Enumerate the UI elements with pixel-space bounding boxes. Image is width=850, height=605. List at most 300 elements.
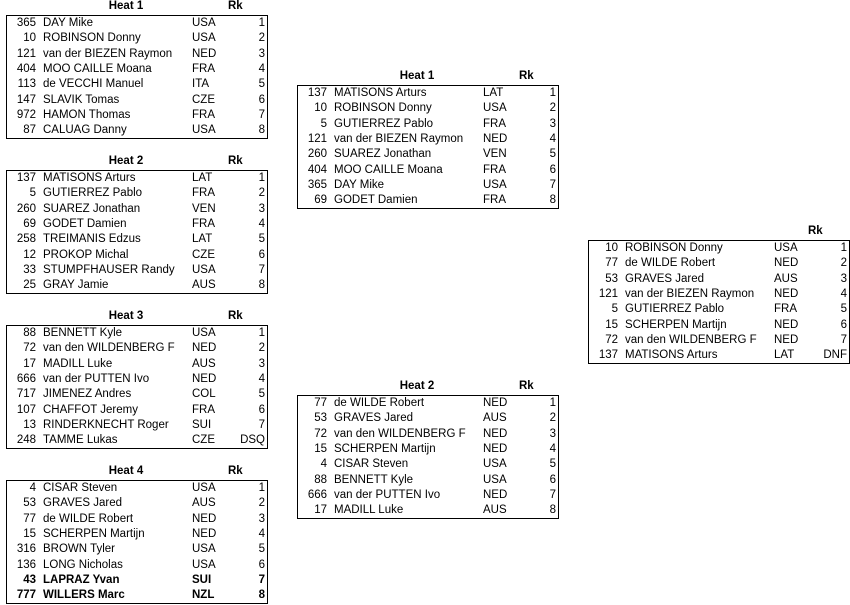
rider-name: MATISONS Arturs <box>334 87 427 100</box>
round2-heat1 <box>297 70 559 209</box>
rank-value: 6 <box>258 248 265 261</box>
bib-number: 13 <box>23 418 36 431</box>
country-code: NED <box>774 257 799 270</box>
rider-name: CALUAG Danny <box>43 124 127 137</box>
result-row <box>7 92 268 107</box>
rider-name: MADILL Luke <box>43 357 113 370</box>
country-code: LAT <box>483 87 504 100</box>
bib-number: 107 <box>16 403 36 416</box>
bib-number: 72 <box>605 333 618 346</box>
country-code: AUS <box>483 504 507 517</box>
rank-value: 8 <box>258 279 265 292</box>
rank-value: 2 <box>258 342 265 355</box>
bib-number: 15 <box>23 528 36 541</box>
rank-value: 1 <box>258 482 265 495</box>
result-row <box>7 77 268 92</box>
rider-name: BENNETT Kyle <box>43 327 123 340</box>
bib-number: 17 <box>23 357 36 370</box>
country-code: USA <box>192 32 216 45</box>
rank-value: 3 <box>549 117 556 130</box>
rank-value: 5 <box>258 78 265 91</box>
rank-value: 6 <box>258 93 265 106</box>
rank-value: 5 <box>840 303 847 316</box>
result-row <box>7 481 268 497</box>
heat-header <box>6 465 268 480</box>
rider-name: CHAFFOT Jeremy <box>43 403 138 416</box>
result-row <box>7 123 268 139</box>
bib-number: 121 <box>16 47 36 60</box>
rank-value: 7 <box>549 488 556 501</box>
country-code: USA <box>192 327 216 340</box>
rank-header: Rk <box>519 70 534 82</box>
rank-value: 6 <box>549 163 556 176</box>
rank-value: 6 <box>258 558 265 571</box>
result-row <box>7 542 268 557</box>
bib-number: 69 <box>314 194 327 207</box>
rank-value: 4 <box>258 373 265 386</box>
heat-header <box>6 0 268 15</box>
result-row <box>7 387 268 402</box>
rank-value: 3 <box>258 202 265 215</box>
rider-name: SCHERPEN Martijn <box>334 443 436 456</box>
country-code: SUI <box>192 573 212 586</box>
result-row <box>298 503 559 519</box>
bib-number: 88 <box>314 473 327 486</box>
country-code: NZL <box>192 589 215 602</box>
country-code: USA <box>192 558 216 571</box>
rank-value: DNF <box>823 349 847 362</box>
country-code: USA <box>192 482 216 495</box>
country-code: FRA <box>192 187 215 200</box>
rider-name: van den WILDENBERG F <box>625 333 757 346</box>
rank-value: 7 <box>840 333 847 346</box>
bib-number: 316 <box>16 543 36 556</box>
country-code: NED <box>192 373 217 386</box>
bib-number: 365 <box>307 178 327 191</box>
bib-number: 69 <box>23 218 36 231</box>
rider-name: van der BIEZEN Raymon <box>43 47 173 60</box>
rank-value: 8 <box>258 124 265 137</box>
bib-number: 666 <box>16 373 36 386</box>
bib-number: 137 <box>598 349 618 362</box>
heat-header <box>297 380 559 395</box>
result-row <box>298 86 559 102</box>
heat-title: Heat 2 <box>108 155 144 167</box>
bib-number: 53 <box>23 497 36 510</box>
bib-number: 260 <box>307 148 327 161</box>
result-row <box>298 147 559 162</box>
bib-number: 10 <box>314 102 327 115</box>
rider-name: van der BIEZEN Raymon <box>625 288 755 301</box>
result-row <box>7 217 268 232</box>
rider-name: GODET Damien <box>334 194 418 207</box>
rank-value: 6 <box>258 403 265 416</box>
country-code: CZE <box>192 434 215 447</box>
rank-value: 5 <box>258 388 265 401</box>
bib-number: 5 <box>320 117 327 130</box>
result-row <box>298 117 559 132</box>
rider-name: HAMON Thomas <box>43 108 131 121</box>
country-code: LAT <box>192 172 213 185</box>
bib-number: 87 <box>23 124 36 137</box>
rank-value: 7 <box>258 108 265 121</box>
result-row <box>7 232 268 247</box>
country-code: FRA <box>192 218 215 231</box>
rank-header: Rk <box>228 310 243 322</box>
result-row <box>7 326 268 342</box>
rider-name: van den WILDENBERG F <box>43 342 175 355</box>
country-code: USA <box>192 543 216 556</box>
result-row <box>589 317 850 332</box>
country-code: NED <box>483 427 508 440</box>
final <box>588 225 850 364</box>
rider-name: de WILDE Robert <box>625 257 716 270</box>
country-code: FRA <box>483 163 506 176</box>
result-row <box>7 496 268 511</box>
country-code: USA <box>192 17 216 30</box>
bib-number: 4 <box>320 458 327 471</box>
bib-number: 137 <box>16 172 36 185</box>
result-row <box>7 588 268 604</box>
result-row <box>298 193 559 209</box>
country-code: USA <box>483 178 507 191</box>
bib-number: 666 <box>307 488 327 501</box>
rank-value: 4 <box>258 63 265 76</box>
rider-name: DAY Mike <box>334 178 385 191</box>
country-code: AUS <box>483 412 507 425</box>
rank-value: 8 <box>258 589 265 602</box>
heat-table <box>6 325 268 449</box>
rider-name: GUTIERREZ Pablo <box>43 187 143 200</box>
rider-name: LAPRAZ Yvan <box>43 573 120 586</box>
country-code: USA <box>192 124 216 137</box>
country-code: AUS <box>192 279 216 292</box>
rider-name: BENNETT Kyle <box>334 473 414 486</box>
result-row <box>7 171 268 187</box>
country-code: FRA <box>483 117 506 130</box>
result-row <box>7 372 268 387</box>
country-code: ITA <box>192 78 210 91</box>
result-row <box>298 132 559 147</box>
rank-value: 2 <box>258 32 265 45</box>
rider-name: CISAR Steven <box>43 482 118 495</box>
result-row <box>7 557 268 572</box>
bib-number: 5 <box>611 303 618 316</box>
country-code: LAT <box>774 349 795 362</box>
rank-value: 7 <box>549 178 556 191</box>
heat-header <box>6 310 268 325</box>
rank-value: 3 <box>258 357 265 370</box>
round2-heat2 <box>297 380 559 519</box>
rider-name: GUTIERREZ Pablo <box>334 117 434 130</box>
bib-number: 147 <box>16 93 36 106</box>
result-row <box>589 287 850 302</box>
rank-value: 4 <box>549 443 556 456</box>
rider-name: MOO CAILLE Moana <box>43 63 152 76</box>
bib-number: 15 <box>605 318 618 331</box>
rank-header: Rk <box>519 380 534 392</box>
result-row <box>298 488 559 503</box>
bib-number: 10 <box>23 32 36 45</box>
rank-value: 7 <box>258 263 265 276</box>
rider-name: ROBINSON Donny <box>43 32 141 45</box>
result-row <box>298 457 559 472</box>
result-row <box>7 16 268 32</box>
bib-number: 137 <box>307 87 327 100</box>
country-code: NED <box>483 133 508 146</box>
rank-value: 8 <box>549 504 556 517</box>
rank-value: 2 <box>549 102 556 115</box>
rank-header: Rk <box>228 465 243 477</box>
bib-number: 43 <box>23 573 36 586</box>
bib-number: 72 <box>314 427 327 440</box>
bib-number: 15 <box>314 443 327 456</box>
bib-number: 77 <box>23 512 36 525</box>
rider-name: ROBINSON Donny <box>625 242 723 255</box>
heat-table <box>6 15 268 139</box>
country-code: USA <box>483 102 507 115</box>
rider-name: SCHERPEN Martijn <box>625 318 727 331</box>
bib-number: 5 <box>29 187 36 200</box>
rank-value: 1 <box>549 397 556 410</box>
heat-table <box>6 480 268 604</box>
rider-name: van der PUTTEN Ivo <box>334 488 441 501</box>
rider-name: SCHERPEN Martijn <box>43 528 145 541</box>
bib-number: 53 <box>314 412 327 425</box>
rider-name: GRAVES Jared <box>334 412 414 425</box>
bib-number: 33 <box>23 263 36 276</box>
rank-value: 2 <box>549 412 556 425</box>
result-row <box>7 402 268 417</box>
result-row <box>7 31 268 46</box>
bib-number: 17 <box>314 504 327 517</box>
rider-name: MATISONS Arturs <box>625 349 718 362</box>
result-row <box>298 178 559 193</box>
country-code: FRA <box>774 303 797 316</box>
rank-value: 5 <box>258 233 265 246</box>
bib-number: 4 <box>29 482 36 495</box>
bib-number: 258 <box>16 233 36 246</box>
result-row <box>7 341 268 356</box>
country-code: VEN <box>192 202 216 215</box>
heat-header <box>588 225 850 240</box>
heat-title: Heat 2 <box>399 380 435 392</box>
result-row <box>589 241 850 257</box>
bib-number: 77 <box>605 257 618 270</box>
rider-name: PROKOP Michal <box>43 248 129 261</box>
rider-name: STUMPFHAUSER Randy <box>43 263 175 276</box>
country-code: NED <box>774 288 799 301</box>
rank-header: Rk <box>228 155 243 167</box>
rank-value: 6 <box>840 318 847 331</box>
rank-value: 2 <box>258 187 265 200</box>
country-code: NED <box>192 342 217 355</box>
bib-number: 404 <box>307 163 327 176</box>
rider-name: DAY Mike <box>43 17 94 30</box>
result-row <box>7 512 268 527</box>
rank-value: DSQ <box>240 434 265 447</box>
rank-value: 3 <box>549 427 556 440</box>
round1-heat2 <box>6 155 268 294</box>
rider-name: SUAREZ Jonathan <box>334 148 432 161</box>
result-row <box>7 47 268 62</box>
heat-header <box>297 70 559 85</box>
bib-number: 717 <box>16 388 36 401</box>
country-code: NED <box>483 443 508 456</box>
rank-value: 3 <box>258 512 265 525</box>
country-code: NED <box>774 333 799 346</box>
bib-number: 972 <box>16 108 36 121</box>
rider-name: van der PUTTEN Ivo <box>43 373 150 386</box>
rank-value: 2 <box>258 497 265 510</box>
rank-value: 5 <box>258 543 265 556</box>
country-code: CZE <box>192 93 215 106</box>
rank-value: 7 <box>258 573 265 586</box>
result-row <box>589 256 850 271</box>
result-row <box>589 333 850 348</box>
rider-name: GRAY Jamie <box>43 279 109 292</box>
country-code: LAT <box>192 233 213 246</box>
country-code: CZE <box>192 248 215 261</box>
heat-title: Heat 3 <box>108 310 144 322</box>
bib-number: 365 <box>16 17 36 30</box>
rider-name: CISAR Steven <box>334 458 409 471</box>
country-code: NED <box>483 397 508 410</box>
country-code: NED <box>192 47 217 60</box>
heat-title: Heat 1 <box>108 0 144 12</box>
rank-value: 4 <box>549 133 556 146</box>
rider-name: de WILDE Robert <box>43 512 134 525</box>
rank-value: 1 <box>258 172 265 185</box>
result-row <box>7 527 268 542</box>
heat-table <box>297 395 559 519</box>
result-row <box>7 263 268 278</box>
rank-value: 3 <box>840 272 847 285</box>
country-code: FRA <box>483 194 506 207</box>
result-row <box>7 62 268 77</box>
result-row <box>7 278 268 294</box>
country-code: FRA <box>192 63 215 76</box>
rank-value: 1 <box>840 242 847 255</box>
rank-value: 8 <box>549 194 556 207</box>
bib-number: 121 <box>598 288 618 301</box>
bib-number: 777 <box>16 589 36 602</box>
country-code: FRA <box>192 403 215 416</box>
bib-number: 404 <box>16 63 36 76</box>
bib-number: 77 <box>314 397 327 410</box>
rider-name: GUTIERREZ Pablo <box>625 303 725 316</box>
rank-value: 5 <box>549 148 556 161</box>
result-row <box>7 573 268 588</box>
heat-title: Heat 1 <box>399 70 435 82</box>
rider-name: WILLERS Marc <box>43 589 125 602</box>
heat-table <box>588 240 850 364</box>
result-row <box>589 302 850 317</box>
rider-name: van den WILDENBERG F <box>334 427 466 440</box>
heat-header <box>6 155 268 170</box>
bib-number: 53 <box>605 272 618 285</box>
country-code: USA <box>192 263 216 276</box>
rider-name: TREIMANIS Edzus <box>43 233 141 246</box>
result-row <box>298 472 559 487</box>
rider-name: de WILDE Robert <box>334 397 425 410</box>
rider-name: MATISONS Arturs <box>43 172 136 185</box>
rider-name: van der BIEZEN Raymon <box>334 133 464 146</box>
bib-number: 248 <box>16 434 36 447</box>
rank-value: 6 <box>549 473 556 486</box>
rider-name: GRAVES Jared <box>625 272 705 285</box>
result-row <box>7 202 268 217</box>
bib-number: 260 <box>16 202 36 215</box>
country-code: AUS <box>192 357 216 370</box>
result-row <box>298 427 559 442</box>
country-code: VEN <box>483 148 507 161</box>
rank-value: 5 <box>549 458 556 471</box>
round1-heat3 <box>6 310 268 449</box>
rank-value: 1 <box>549 87 556 100</box>
country-code: NED <box>483 488 508 501</box>
bib-number: 10 <box>605 242 618 255</box>
rank-header: Rk <box>808 225 823 237</box>
country-code: AUS <box>774 272 798 285</box>
country-code: NED <box>192 512 217 525</box>
rank-value: 4 <box>258 218 265 231</box>
heat-table <box>297 85 559 209</box>
rider-name: TAMME Lukas <box>43 434 118 447</box>
bib-number: 113 <box>17 78 36 91</box>
heat-table <box>6 170 268 294</box>
rank-header: Rk <box>228 0 243 12</box>
result-row <box>7 357 268 372</box>
country-code: NED <box>774 318 799 331</box>
rank-value: 1 <box>258 327 265 340</box>
result-row <box>7 186 268 201</box>
round1-heat1 <box>6 0 268 139</box>
rider-name: SLAVIK Tomas <box>43 93 120 106</box>
rider-name: ROBINSON Donny <box>334 102 432 115</box>
bib-number: 88 <box>23 327 36 340</box>
round1-heat4 <box>6 465 268 604</box>
country-code: USA <box>483 458 507 471</box>
result-row <box>589 272 850 287</box>
rider-name: JIMENEZ Andres <box>43 388 132 401</box>
heat-title: Heat 4 <box>108 465 144 477</box>
country-code: USA <box>774 242 798 255</box>
result-row <box>298 396 559 412</box>
rider-name: de VECCHI Manuel <box>43 78 144 91</box>
bib-number: 121 <box>307 133 327 146</box>
rider-name: SUAREZ Jonathan <box>43 202 141 215</box>
result-row <box>298 101 559 116</box>
result-row <box>7 418 268 433</box>
rank-value: 3 <box>258 47 265 60</box>
bib-number: 12 <box>23 248 36 261</box>
result-row <box>589 348 850 364</box>
rider-name: MOO CAILLE Moana <box>334 163 443 176</box>
result-row <box>7 433 268 449</box>
rider-name: GRAVES Jared <box>43 497 123 510</box>
result-row <box>298 411 559 426</box>
rider-name: RINDERKNECHT Roger <box>43 418 169 431</box>
bib-number: 25 <box>23 279 36 292</box>
rank-value: 4 <box>840 288 847 301</box>
result-row <box>7 108 268 123</box>
rank-value: 1 <box>258 17 265 30</box>
rider-name: BROWN Tyler <box>43 543 115 556</box>
country-code: NED <box>192 528 217 541</box>
rider-name: LONG Nicholas <box>43 558 123 571</box>
rider-name: MADILL Luke <box>334 504 404 517</box>
